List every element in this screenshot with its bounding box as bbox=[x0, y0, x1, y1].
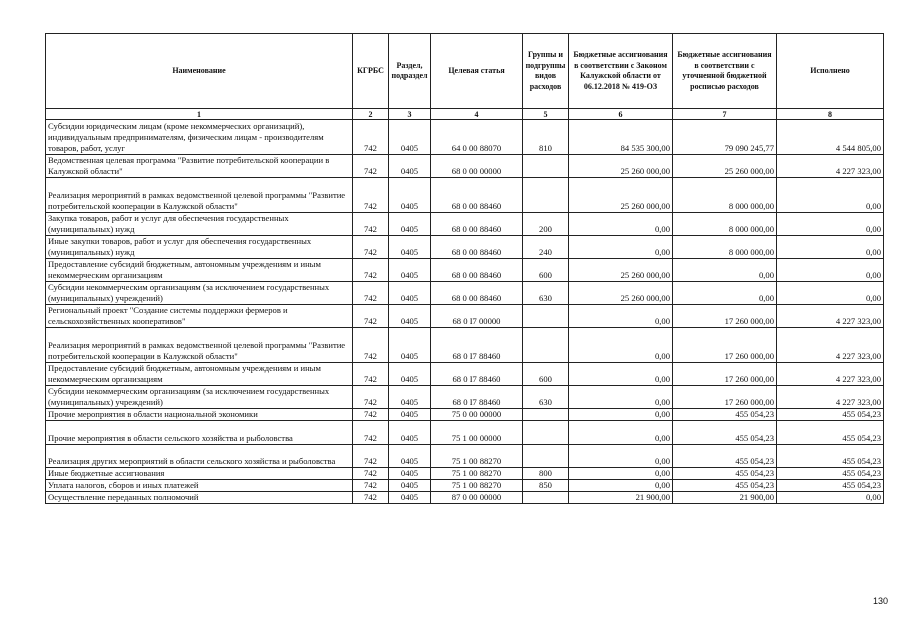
row-target-article-cell: 75 1 00 88270 bbox=[431, 468, 523, 480]
row-kgrbs-cell: 742 bbox=[353, 328, 389, 363]
row-expense-group-cell bbox=[523, 328, 569, 363]
row-law-allocation-cell: 25 260 000,00 bbox=[569, 259, 673, 282]
header-name: Наименование bbox=[46, 34, 353, 109]
row-name-cell: Субсидии некоммерческим организациям (за исключением государственных (муниципальных) учреждений) bbox=[46, 282, 353, 305]
row-law-allocation-cell: 0,00 bbox=[569, 363, 673, 386]
row-law-allocation-cell: 84 535 300,00 bbox=[569, 120, 673, 155]
row-refined-allocation-cell: 25 260 000,00 bbox=[673, 155, 777, 178]
budget-table bbox=[45, 33, 884, 504]
row-refined-allocation-cell: 8 000 000,00 bbox=[673, 236, 777, 259]
row-kgrbs-cell: 742 bbox=[353, 445, 389, 468]
row-kgrbs-cell: 742 bbox=[353, 363, 389, 386]
table-row bbox=[46, 282, 884, 305]
row-executed-cell: 4 227 323,00 bbox=[777, 386, 884, 409]
column-number: 3 bbox=[389, 109, 431, 120]
header-expense-group: Группы и подгруппы видов расходов bbox=[523, 34, 569, 109]
row-expense-group-cell: 810 bbox=[523, 120, 569, 155]
row-target-article-cell: 68 0 I7 00000 bbox=[431, 305, 523, 328]
row-section-cell: 0405 bbox=[389, 305, 431, 328]
row-executed-cell: 4 544 805,00 bbox=[777, 120, 884, 155]
row-kgrbs-cell: 742 bbox=[353, 178, 389, 213]
row-kgrbs-cell: 742 bbox=[353, 236, 389, 259]
header-executed: Исполнено bbox=[777, 34, 884, 109]
row-target-article-cell: 68 0 00 88460 bbox=[431, 236, 523, 259]
table-row bbox=[46, 120, 884, 155]
header-section: Раздел, подраздел bbox=[389, 34, 431, 109]
table-row bbox=[46, 386, 884, 409]
row-refined-allocation-cell: 17 260 000,00 bbox=[673, 363, 777, 386]
column-number: 7 bbox=[673, 109, 777, 120]
row-executed-cell: 455 054,23 bbox=[777, 445, 884, 468]
row-name-cell: Предоставление субсидий бюджетным, автономным учреждениям и иным некоммерческим организациям bbox=[46, 363, 353, 386]
table-row bbox=[46, 480, 884, 492]
table-row bbox=[46, 468, 884, 480]
row-section-cell: 0405 bbox=[389, 259, 431, 282]
row-section-cell: 0405 bbox=[389, 480, 431, 492]
row-executed-cell: 4 227 323,00 bbox=[777, 328, 884, 363]
header-refined-allocations: Бюджетные ассигнования в соответствии с уточненной бюджетной росписью расходов bbox=[673, 34, 777, 109]
header-row bbox=[46, 34, 884, 109]
row-target-article-cell: 68 0 00 88460 bbox=[431, 282, 523, 305]
row-name-cell: Реализация других мероприятий в области сельского хозяйства и рыболовства bbox=[46, 445, 353, 468]
row-refined-allocation-cell: 455 054,23 bbox=[673, 480, 777, 492]
row-law-allocation-cell: 0,00 bbox=[569, 213, 673, 236]
row-section-cell: 0405 bbox=[389, 386, 431, 409]
table-row bbox=[46, 155, 884, 178]
table-row bbox=[46, 213, 884, 236]
row-section-cell: 0405 bbox=[389, 445, 431, 468]
row-law-allocation-cell: 25 260 000,00 bbox=[569, 178, 673, 213]
row-section-cell: 0405 bbox=[389, 155, 431, 178]
row-section-cell: 0405 bbox=[389, 421, 431, 445]
row-expense-group-cell bbox=[523, 409, 569, 421]
row-law-allocation-cell: 0,00 bbox=[569, 468, 673, 480]
row-expense-group-cell: 850 bbox=[523, 480, 569, 492]
row-target-article-cell: 68 0 00 88460 bbox=[431, 259, 523, 282]
page-number: 130 bbox=[872, 596, 888, 606]
row-executed-cell: 455 054,23 bbox=[777, 468, 884, 480]
row-refined-allocation-cell: 79 090 245,77 bbox=[673, 120, 777, 155]
row-law-allocation-cell: 0,00 bbox=[569, 421, 673, 445]
row-expense-group-cell: 600 bbox=[523, 259, 569, 282]
table-row bbox=[46, 259, 884, 282]
table-row bbox=[46, 305, 884, 328]
row-name-cell: Субсидии некоммерческим организациям (за исключением государственных (муниципальных) учреждений) bbox=[46, 386, 353, 409]
row-kgrbs-cell: 742 bbox=[353, 468, 389, 480]
column-number: 5 bbox=[523, 109, 569, 120]
row-kgrbs-cell: 742 bbox=[353, 386, 389, 409]
row-executed-cell: 4 227 323,00 bbox=[777, 363, 884, 386]
row-section-cell: 0405 bbox=[389, 178, 431, 213]
row-executed-cell: 455 054,23 bbox=[777, 480, 884, 492]
row-law-allocation-cell: 25 260 000,00 bbox=[569, 155, 673, 178]
row-section-cell: 0405 bbox=[389, 282, 431, 305]
row-executed-cell: 0,00 bbox=[777, 236, 884, 259]
row-target-article-cell: 68 0 I7 88460 bbox=[431, 386, 523, 409]
row-kgrbs-cell: 742 bbox=[353, 259, 389, 282]
row-refined-allocation-cell: 17 260 000,00 bbox=[673, 328, 777, 363]
row-target-article-cell: 68 0 I7 88460 bbox=[431, 363, 523, 386]
row-executed-cell: 455 054,23 bbox=[777, 421, 884, 445]
row-refined-allocation-cell: 0,00 bbox=[673, 282, 777, 305]
row-section-cell: 0405 bbox=[389, 409, 431, 421]
row-refined-allocation-cell: 8 000 000,00 bbox=[673, 178, 777, 213]
row-section-cell: 0405 bbox=[389, 363, 431, 386]
row-law-allocation-cell: 0,00 bbox=[569, 386, 673, 409]
budget-table-body bbox=[46, 120, 884, 504]
row-expense-group-cell bbox=[523, 492, 569, 504]
row-target-article-cell: 68 0 00 00000 bbox=[431, 155, 523, 178]
row-section-cell: 0405 bbox=[389, 492, 431, 504]
header-law-allocations: Бюджетные ассигнования в соответствии с Законом Калужской области от 06.12.2018 № 419-ОЗ bbox=[569, 34, 673, 109]
row-target-article-cell: 64 0 00 88070 bbox=[431, 120, 523, 155]
row-executed-cell: 0,00 bbox=[777, 213, 884, 236]
row-executed-cell: 4 227 323,00 bbox=[777, 305, 884, 328]
row-law-allocation-cell: 0,00 bbox=[569, 328, 673, 363]
column-number: 2 bbox=[353, 109, 389, 120]
row-section-cell: 0405 bbox=[389, 213, 431, 236]
row-name-cell: Иные бюджетные ассигнования bbox=[46, 468, 353, 480]
row-name-cell: Закупка товаров, работ и услуг для обеспечения государственных (муниципальных) нужд bbox=[46, 213, 353, 236]
table-row bbox=[46, 328, 884, 363]
row-kgrbs-cell: 742 bbox=[353, 409, 389, 421]
row-expense-group-cell: 240 bbox=[523, 236, 569, 259]
row-expense-group-cell: 200 bbox=[523, 213, 569, 236]
row-name-cell: Уплата налогов, сборов и иных платежей bbox=[46, 480, 353, 492]
row-kgrbs-cell: 742 bbox=[353, 213, 389, 236]
row-target-article-cell: 75 0 00 00000 bbox=[431, 409, 523, 421]
row-refined-allocation-cell: 455 054,23 bbox=[673, 468, 777, 480]
row-law-allocation-cell: 25 260 000,00 bbox=[569, 282, 673, 305]
row-name-cell: Предоставление субсидий бюджетным, автономным учреждениям и иным некоммерческим организациям bbox=[46, 259, 353, 282]
row-refined-allocation-cell: 17 260 000,00 bbox=[673, 386, 777, 409]
row-name-cell: Прочие мероприятия в области национальной экономики bbox=[46, 409, 353, 421]
column-number: 8 bbox=[777, 109, 884, 120]
table-row bbox=[46, 445, 884, 468]
row-expense-group-cell bbox=[523, 178, 569, 213]
row-kgrbs-cell: 742 bbox=[353, 155, 389, 178]
row-expense-group-cell bbox=[523, 445, 569, 468]
row-name-cell: Региональный проект "Создание системы поддержки фермеров и сельскохозяйственных кооперативов" bbox=[46, 305, 353, 328]
row-kgrbs-cell: 742 bbox=[353, 305, 389, 328]
row-target-article-cell: 68 0 I7 88460 bbox=[431, 328, 523, 363]
row-expense-group-cell bbox=[523, 421, 569, 445]
row-refined-allocation-cell: 17 260 000,00 bbox=[673, 305, 777, 328]
row-law-allocation-cell: 0,00 bbox=[569, 480, 673, 492]
column-number: 1 bbox=[46, 109, 353, 120]
row-name-cell: Реализация мероприятий в рамках ведомственной целевой программы "Развитие потребительской кооперации в Калужской области" bbox=[46, 328, 353, 363]
table-row bbox=[46, 363, 884, 386]
row-target-article-cell: 68 0 00 88460 bbox=[431, 178, 523, 213]
table-row bbox=[46, 178, 884, 213]
header-kgrbs: КГРБС bbox=[353, 34, 389, 109]
row-law-allocation-cell: 0,00 bbox=[569, 236, 673, 259]
row-target-article-cell: 68 0 00 88460 bbox=[431, 213, 523, 236]
row-target-article-cell: 75 1 00 00000 bbox=[431, 421, 523, 445]
table-row bbox=[46, 409, 884, 421]
row-kgrbs-cell: 742 bbox=[353, 120, 389, 155]
table-row bbox=[46, 236, 884, 259]
row-section-cell: 0405 bbox=[389, 468, 431, 480]
table-row bbox=[46, 492, 884, 504]
row-expense-group-cell: 630 bbox=[523, 386, 569, 409]
row-name-cell: Осуществление переданных полномочий bbox=[46, 492, 353, 504]
header-target-article: Целевая статья bbox=[431, 34, 523, 109]
row-law-allocation-cell: 0,00 bbox=[569, 409, 673, 421]
row-name-cell: Реализация мероприятий в рамках ведомственной целевой программы "Развитие потребительской кооперации в Калужской области" bbox=[46, 178, 353, 213]
column-number: 4 bbox=[431, 109, 523, 120]
row-executed-cell: 0,00 bbox=[777, 259, 884, 282]
row-executed-cell: 4 227 323,00 bbox=[777, 155, 884, 178]
row-name-cell: Прочие мероприятия в области сельского хозяйства и рыболовства bbox=[46, 421, 353, 445]
row-name-cell: Иные закупки товаров, работ и услуг для обеспечения государственных (муниципальных) нужд bbox=[46, 236, 353, 259]
row-name-cell: Субсидии юридическим лицам (кроме некоммерческих организаций), индивидуальным предпринимателям, физическим лицам - производителям товаров, работ, услуг bbox=[46, 120, 353, 155]
row-refined-allocation-cell: 455 054,23 bbox=[673, 409, 777, 421]
column-number: 6 bbox=[569, 109, 673, 120]
row-target-article-cell: 75 1 00 88270 bbox=[431, 445, 523, 468]
row-kgrbs-cell: 742 bbox=[353, 492, 389, 504]
row-section-cell: 0405 bbox=[389, 328, 431, 363]
row-law-allocation-cell: 21 900,00 bbox=[569, 492, 673, 504]
row-law-allocation-cell: 0,00 bbox=[569, 445, 673, 468]
row-expense-group-cell: 630 bbox=[523, 282, 569, 305]
row-refined-allocation-cell: 455 054,23 bbox=[673, 421, 777, 445]
row-executed-cell: 0,00 bbox=[777, 282, 884, 305]
row-executed-cell: 0,00 bbox=[777, 492, 884, 504]
row-refined-allocation-cell: 455 054,23 bbox=[673, 445, 777, 468]
row-expense-group-cell: 600 bbox=[523, 363, 569, 386]
row-law-allocation-cell: 0,00 bbox=[569, 305, 673, 328]
row-executed-cell: 455 054,23 bbox=[777, 409, 884, 421]
column-number-row bbox=[46, 109, 884, 120]
row-name-cell: Ведомственная целевая программа "Развитие потребительской кооперации в Калужской области" bbox=[46, 155, 353, 178]
row-kgrbs-cell: 742 bbox=[353, 282, 389, 305]
row-refined-allocation-cell: 0,00 bbox=[673, 259, 777, 282]
row-target-article-cell: 75 1 00 88270 bbox=[431, 480, 523, 492]
row-refined-allocation-cell: 21 900,00 bbox=[673, 492, 777, 504]
table-row bbox=[46, 421, 884, 445]
row-executed-cell: 0,00 bbox=[777, 178, 884, 213]
row-section-cell: 0405 bbox=[389, 120, 431, 155]
row-expense-group-cell bbox=[523, 155, 569, 178]
budget-sheet bbox=[45, 33, 884, 504]
row-section-cell: 0405 bbox=[389, 236, 431, 259]
row-refined-allocation-cell: 8 000 000,00 bbox=[673, 213, 777, 236]
row-target-article-cell: 87 0 00 00000 bbox=[431, 492, 523, 504]
row-kgrbs-cell: 742 bbox=[353, 480, 389, 492]
row-expense-group-cell bbox=[523, 305, 569, 328]
row-kgrbs-cell: 742 bbox=[353, 421, 389, 445]
row-expense-group-cell: 800 bbox=[523, 468, 569, 480]
